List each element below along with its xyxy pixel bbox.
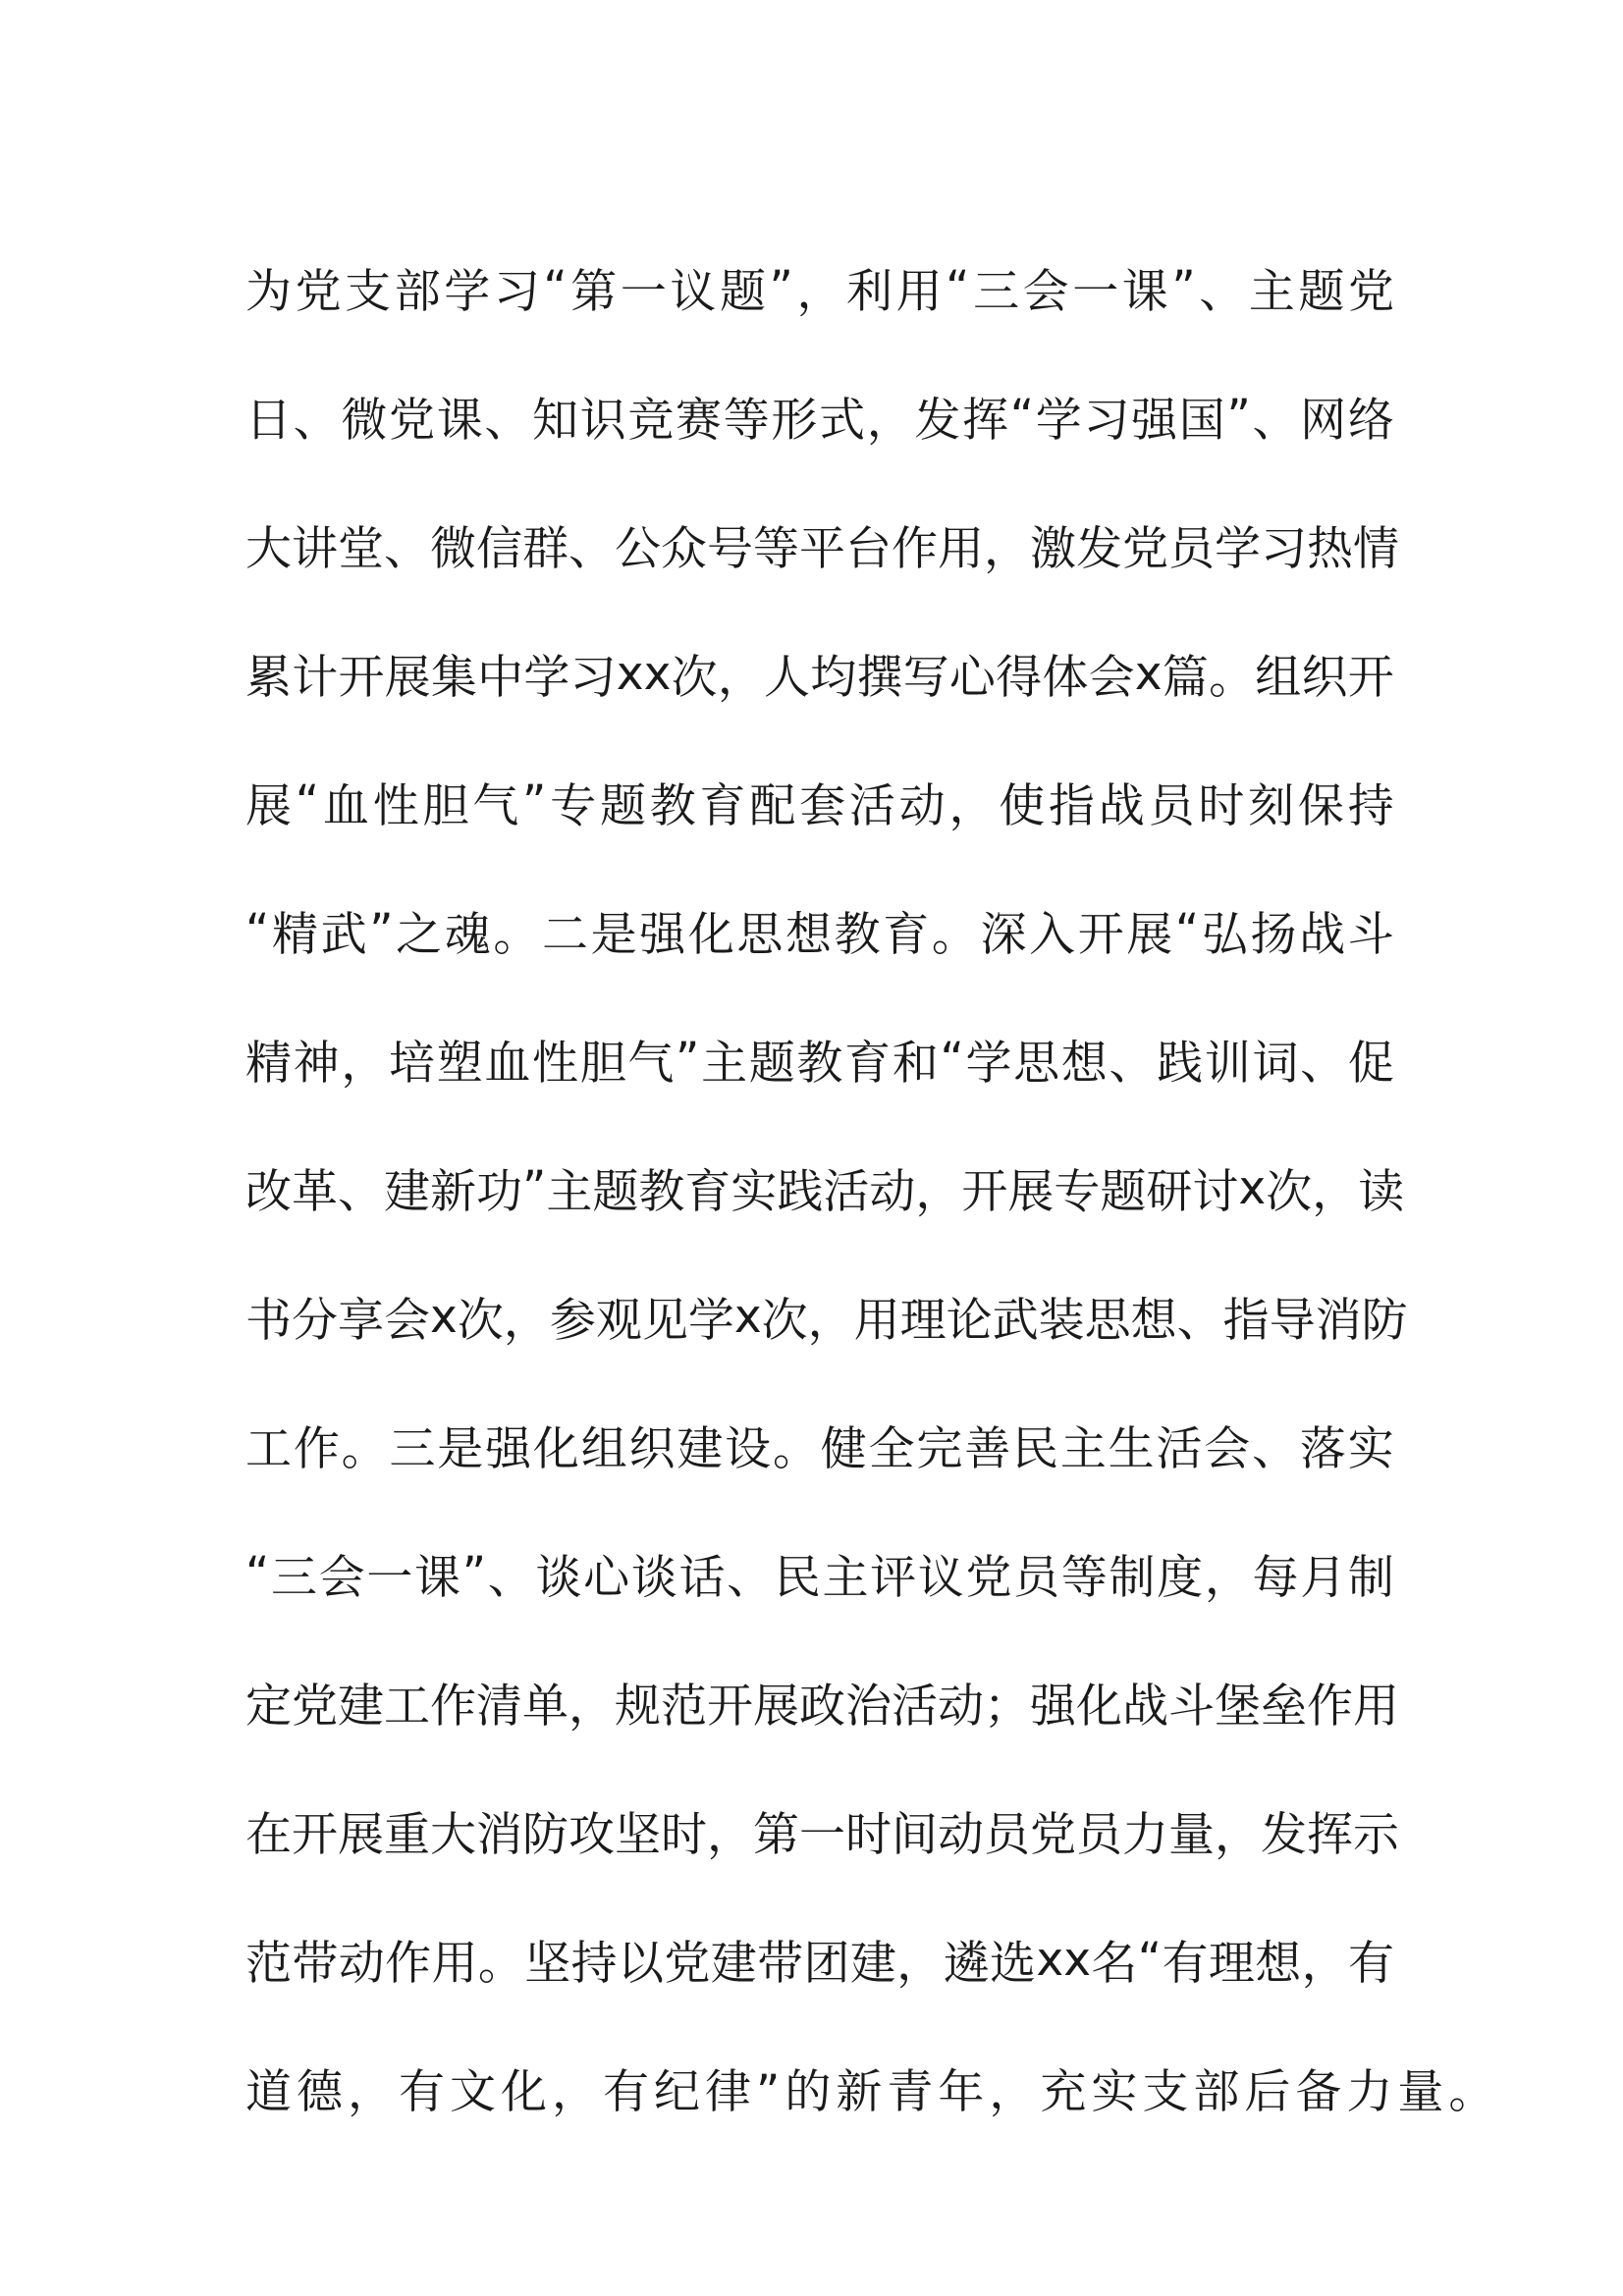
text-line: 道德，有文化，有纪律”的新青年，充实支部后备力量。	[245, 2065, 1500, 2119]
text-line: 工 作 。 三 是 强 化 组 织 建 设 。 健 全 完 善 民 主 生 活 会 、 落 实	[245, 1422, 1394, 1476]
body-paragraph	[245, 224, 1500, 2153]
text-line: 为 党 支 部 学 习 “ 第 一 议 题 ” ， 利 用 “ 三 会 一 课 ” 、 主 题 党	[245, 261, 1394, 319]
text-line: 展 “ 血 性 胆 气 ” 专 题 教 育 配 套 活 动 ， 使 指 战 员 时 刻 保 持	[245, 775, 1394, 833]
text-line: 精 神 ， 培 塑 血 性 胆 气 ” 主 题 教 育 和 “ 学 思 想 、 践 训 词 、 促	[245, 1033, 1394, 1091]
text-line: 累 计 开 展 集 中 学 习 xx 次 ， 人 均 撰 写 心 得 体 会 x 篇 。 组 织 开	[245, 647, 1394, 705]
text-line: 在 开 展 重 大 消 防 攻 坚 时 ， 第 一 时 间 动 员 党 员 力 量 ， 发 挥 示	[245, 1808, 1399, 1862]
text-line: 日 、 微 党 课 、 知 识 竞 赛 等 形 式 ， 发 挥 “ 学 习 强 国 ” 、 网 络	[245, 390, 1394, 448]
text-line: 大 讲 堂 、 微 信 群 、 公 众 号 等 平 台 作 用 ， 激 发 党 员 学 习 热 情	[245, 522, 1399, 576]
text-line: “ 三 会 一 课 ” 、 谈 心 谈 话 、 民 主 评 议 党 员 等 制 度 ， 每 月 制	[245, 1547, 1394, 1605]
text-line: 改 革 、 建 新 功 ” 主 题 教 育 实 践 活 动 ， 开 展 专 题 研 讨 x 次 ， 读	[245, 1161, 1405, 1219]
text-line: “ 精 武 ” 之 魂 。 二 是 强 化 思 想 教 育 。 深 入 开 展 “ 弘 扬 战 斗	[245, 904, 1394, 962]
text-line: 范 带 动 作 用 。 坚 持 以 党 建 带 团 建 ， 遴 选 xx 名 “ 有 理 想 ， 有	[245, 1933, 1394, 1991]
text-line: 书 分 享 会 x 次 ， 参 观 见 学 x 次 ， 用 理 论 武 装 思 想 、 指 导 消 防	[245, 1290, 1408, 1348]
text-line: 定 党 建 工 作 清 单 ， 规 范 开 展 政 治 活 动 ； 强 化 战 斗 堡 垒 作 用	[245, 1680, 1399, 1734]
